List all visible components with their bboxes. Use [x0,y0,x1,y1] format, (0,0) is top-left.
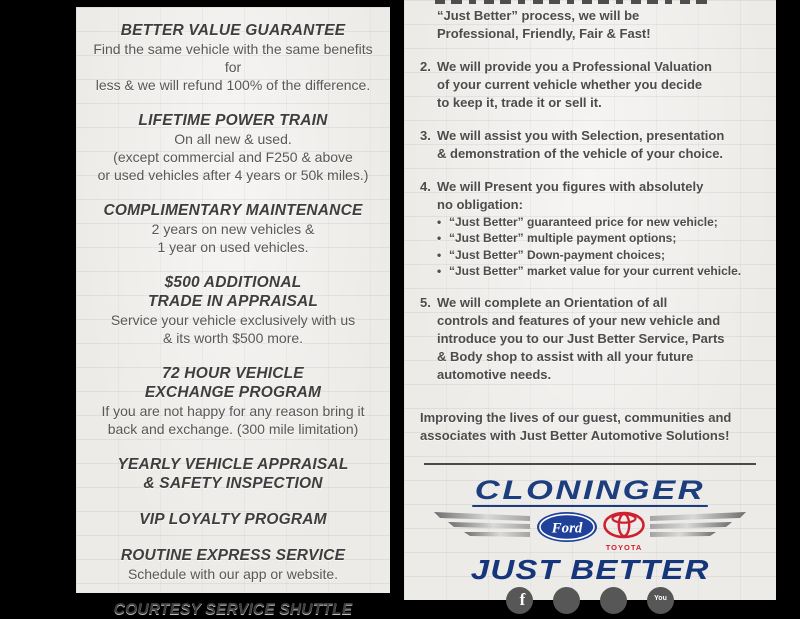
step-number: 4. [420,179,431,194]
process-panel [404,0,776,609]
benefit-section [84,600,382,619]
closing-line: associates with Just Better Automotive Solutions! [420,428,730,444]
process-step-4 [420,178,762,279]
logo-wings-graphic [432,508,748,554]
step-line: of your current vehicle whether you decide [437,77,703,92]
svg-text:TOYOTA: TOYOTA [605,543,643,553]
benefit-section [84,273,382,347]
benefit-section [84,510,382,529]
section-body-line: Service your vehicle exclusively with us [110,312,356,328]
step-line: “Just Better” process, we will be [437,8,640,23]
svg-text:Ford: Ford [551,520,583,537]
logo-wings [404,508,776,554]
section-body-line: (except commercial and F250 & above [113,149,353,165]
section-heading: $500 ADDITIONAL [164,274,302,291]
step-line: We will assist you with Selection, presentation [437,128,725,143]
step-number: 3. [420,128,431,143]
bullet-item [437,247,762,263]
step-line: introduce you to our Just Better Service, Parts [437,331,725,347]
step-line: no obligation: [437,197,523,212]
section-heading: EXCHANGE PROGRAM [144,384,322,401]
cloninger-logo [404,477,776,584]
bullet-marker: • [437,263,442,278]
benefit-section [84,364,382,438]
facebook-icon[interactable]: f [506,587,533,614]
section-heading: & SAFETY INSPECTION [143,475,323,492]
section-body-line: 2 years on new vehicles & [151,221,315,237]
section-body-line: On all new & used. [174,131,292,147]
divider-rule [424,463,756,465]
tagline-just-better: JUST BETTER [470,554,710,586]
youtube-icon[interactable]: You [647,587,674,614]
section-heading: COMPLIMENTARY MAINTENANCE [103,202,363,219]
bullet-text: “Just Better” guaranteed price for new vehicle; [449,215,718,229]
ford-logo-icon [537,512,597,542]
process-step-1 [420,7,762,43]
section-heading: BETTER VALUE GUARANTEE [120,22,346,39]
step-line: controls and features of your new vehicle and [437,313,721,329]
step-line: We will provide you a Professional Valuation [437,59,712,74]
step-line: Professional, Friendly, Fair & Fast! [437,26,651,41]
section-heading: 72 HOUR VEHICLE [162,365,304,382]
social-icon-2[interactable] [553,587,580,614]
section-body-line: & its worth $500 more. [162,330,304,346]
benefits-panel [76,7,390,618]
section-body-line: Schedule with our app or website. [127,566,339,582]
process-step-3 [420,127,762,163]
section-heading: ROUTINE EXPRESS SERVICE [120,547,346,564]
cut-off-text-line [435,0,707,4]
step-line: & Body shop to assist with all your future [437,349,694,365]
process-step-5 [420,294,762,384]
bullet-marker: • [437,231,442,246]
right-wing-stripes [650,512,746,537]
section-body-line: 1 year on used vehicles. [157,239,309,255]
bullet-item [437,230,762,246]
step-line: We will Present you figures with absolutely [437,179,704,194]
section-heading: YEARLY VEHICLE APPRAISAL [117,456,349,473]
step-number: 2. [420,59,431,74]
section-heading: VIP LOYALTY PROGRAM [139,511,327,528]
section-heading: LIFETIME POWER TRAIN [138,112,328,129]
step-line: automotive needs. [437,367,552,383]
section-body-line: If you are not happy for any reason bring it [101,403,365,419]
benefit-section [84,201,382,256]
process-step-2 [420,58,762,112]
bullet-marker: • [437,247,442,262]
toyota-logo-icon [605,513,644,552]
bullet-item [437,263,762,279]
left-wing-stripes [434,512,530,537]
section-heading: TRADE IN APPRAISAL [147,293,319,310]
bullet-text: “Just Better” Down-payment choices; [449,247,666,262]
benefit-section [84,546,382,583]
bullet-text: “Just Better” market value for your current vehicle. [449,263,742,278]
benefit-section [84,21,382,94]
benefit-section [84,455,382,493]
step-line: & demonstration of the vehicle of your choice. [437,146,724,161]
section-body-line: Find the same vehicle with the same benefits for [93,41,373,75]
closing-statement [420,409,762,445]
closing-line: Improving the lives of our guest, communities and [420,410,732,426]
section-body-line: or used vehicles after 4 years or 50k miles.) [97,167,369,183]
step-line: We will complete an Orientation of all [437,295,668,311]
section-heading: COURTESY SERVICE SHUTTLE [113,601,353,618]
benefit-section [84,111,382,184]
dealer-name: CLONINGER [472,477,708,507]
section-body-line: back and exchange. (300 mile limitation) [107,421,359,437]
bullet-text: “Just Better” multiple payment options; [449,231,677,246]
social-icons-row [404,587,776,614]
step-number: 5. [420,295,431,311]
bullet-marker: • [437,215,442,229]
social-icon-3[interactable] [600,587,627,614]
bullet-item [437,214,762,230]
section-body-line: less & we will refund 100% of the difference. [95,77,371,93]
step-line: to keep it, trade it or sell it. [437,95,602,110]
